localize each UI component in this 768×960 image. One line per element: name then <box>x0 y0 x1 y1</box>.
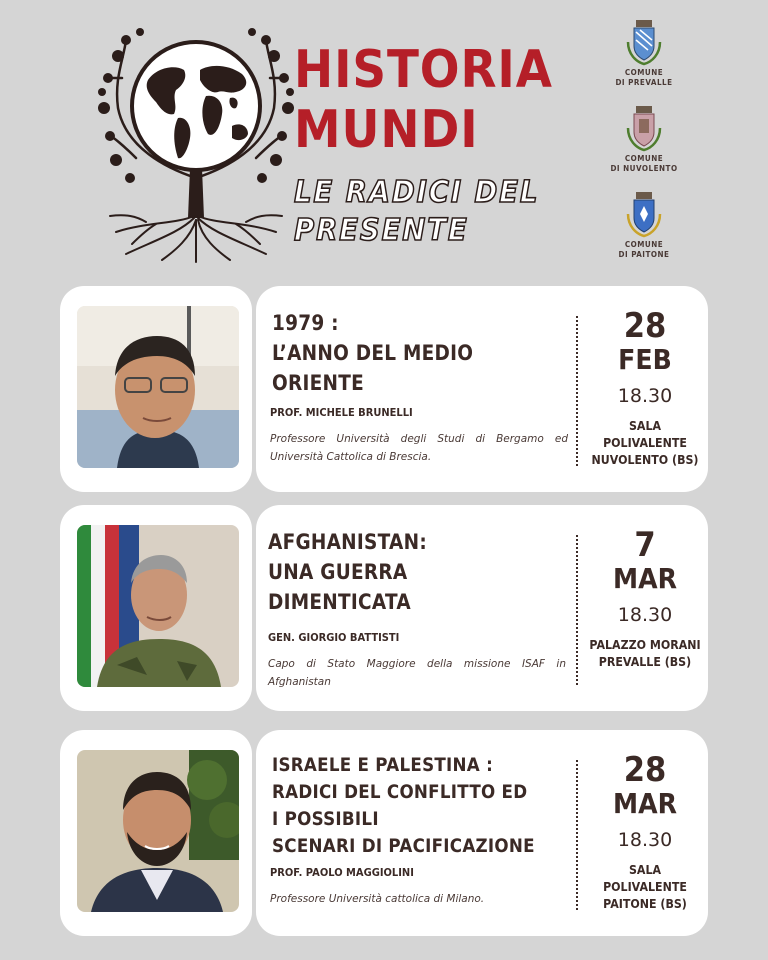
poster-title-block <box>294 40 614 250</box>
comune-label-line1: COMUNE <box>624 240 664 249</box>
speaker-photo-brunelli <box>77 306 239 468</box>
tree-globe-logo <box>96 18 296 263</box>
event-day: 7 <box>634 525 656 565</box>
event-info-card <box>256 286 708 492</box>
event-title: 1979 : L’ANNO DEL MEDIO ORIENTE <box>272 311 474 395</box>
comune-nuvolento <box>600 104 688 190</box>
dotted-divider <box>576 760 578 910</box>
speaker-description: Capo di Stato Maggiore della missione ISAF in Afghanistan <box>268 658 566 688</box>
speaker-name: PROF. MICHELE BRUNELLI <box>270 406 413 419</box>
event-venue-line2: PREVALLE (BS) <box>598 655 692 669</box>
event-venue-line1: SALA POLIVALENTE <box>603 419 687 450</box>
comune-label-line1: COMUNE <box>624 154 664 163</box>
comuni-logos <box>600 18 688 276</box>
poster-header <box>0 0 768 280</box>
event-card-1 <box>60 286 708 492</box>
comune-prevalle <box>600 18 688 104</box>
event-venue-line1: SALA POLIVALENTE <box>603 863 687 894</box>
event-date-block <box>582 752 708 913</box>
title-historia: HISTORIA <box>294 40 553 100</box>
speaker-description: Professore Università cattolica di Milano. <box>270 893 485 905</box>
speaker-photo-card <box>60 286 252 492</box>
event-title: ISRAELE E PALESTINA : RADICI DEL CONFLITTO ED I POSSIBILI SCENARI DI PACIFICAZIONE <box>272 754 535 857</box>
event-day: 28 <box>623 306 667 346</box>
comune-paitone <box>600 190 688 276</box>
title-mundi: MUNDI <box>294 100 479 160</box>
comune-label-line2: DI PAITONE <box>618 250 670 259</box>
speaker-name: PROF. PAOLO MAGGIOLINI <box>270 866 414 879</box>
event-card-3 <box>60 730 708 936</box>
event-day: 28 <box>623 750 667 790</box>
event-venue-line2: NUVOLENTO (BS) <box>591 453 699 467</box>
speaker-photo-card <box>60 505 252 711</box>
subtitle-line-1: LE RADICI DEL <box>294 175 540 210</box>
comune-label-line2: DI NUVOLENTO <box>610 164 678 173</box>
speaker-photo-battisti <box>77 525 239 687</box>
comune-label-line2: DI PREVALLE <box>615 78 673 87</box>
speaker-photo-maggiolini <box>77 750 239 912</box>
event-venue-line1: PALAZZO MORANI <box>589 638 701 652</box>
subtitle-line-2: PRESENTE <box>294 213 469 248</box>
event-title: AFGHANISTAN: UNA GUERRA DIMENTICATA <box>268 530 428 614</box>
event-month: FEB <box>618 343 672 376</box>
event-card-2 <box>60 505 708 711</box>
dotted-divider <box>576 316 578 466</box>
nuvolento-crest-icon <box>622 104 666 154</box>
event-info-card <box>256 730 708 936</box>
dotted-divider <box>576 535 578 685</box>
event-time: 18.30 <box>617 829 673 851</box>
speaker-photo-card <box>60 730 252 936</box>
event-time: 18.30 <box>617 604 673 626</box>
event-date-block <box>582 527 708 671</box>
event-time: 18.30 <box>617 385 673 407</box>
paitone-crest-icon <box>622 190 666 240</box>
speaker-name: GEN. GIORGIO BATTISTI <box>268 631 400 644</box>
event-month: MAR <box>613 787 677 820</box>
speaker-description: Professore Università degli Studi di Bergamo ed Università Cattolica di Brescia. <box>270 433 568 463</box>
event-date-block <box>582 308 708 469</box>
event-venue-line2: PAITONE (BS) <box>603 897 687 911</box>
event-info-card <box>256 505 708 711</box>
prevalle-crest-icon <box>622 18 666 68</box>
event-month: MAR <box>613 562 677 595</box>
comune-label-line1: COMUNE <box>624 68 664 77</box>
